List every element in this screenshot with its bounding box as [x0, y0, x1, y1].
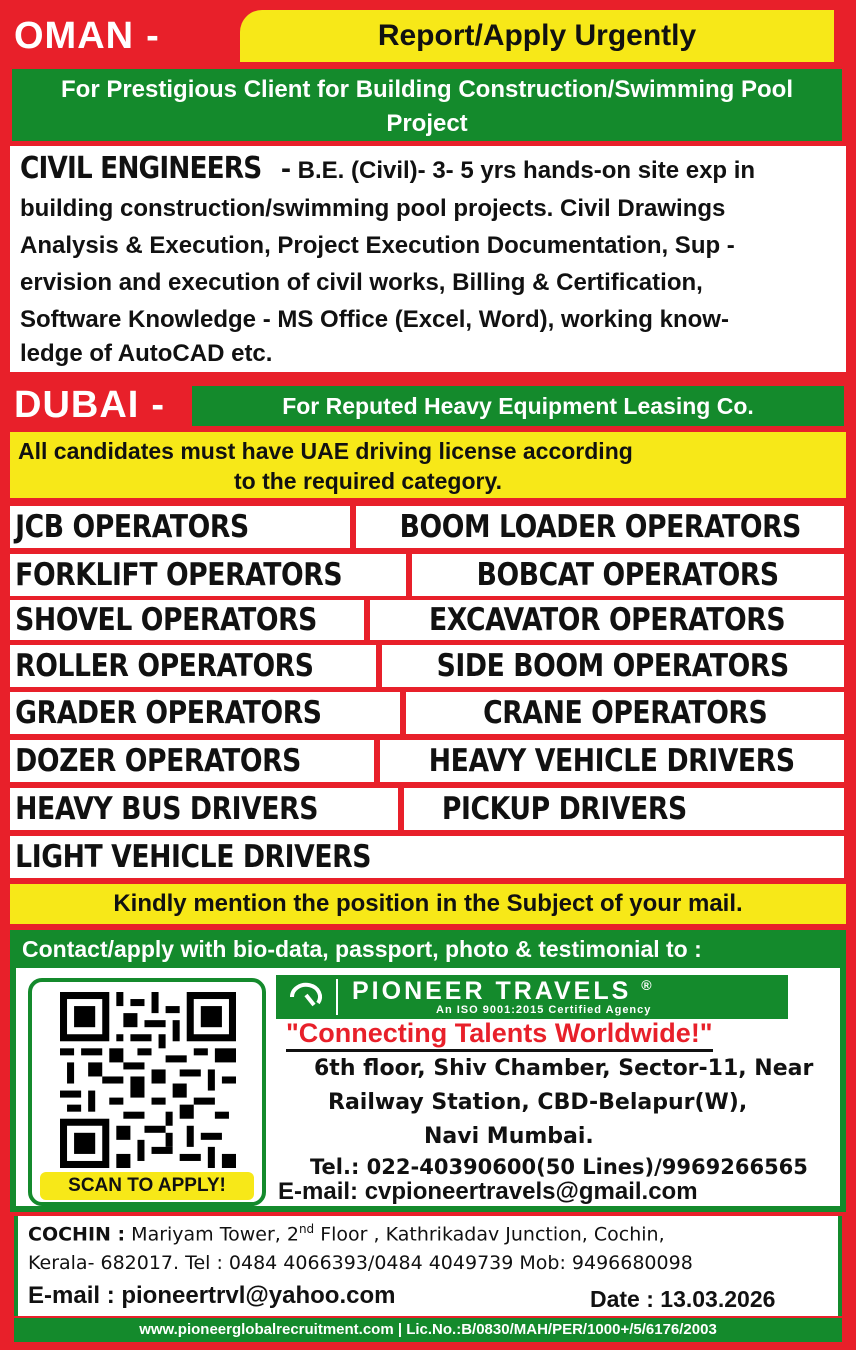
oman-client: For Prestigious Client for Building Construction/Swimming Pool Project — [12, 69, 842, 141]
civil-line: ledge of AutoCAD etc. — [20, 339, 273, 367]
pioneer-logo-icon — [288, 981, 328, 1013]
dubai-country: DUBAI — [14, 383, 140, 426]
job-item: HEAVY BUS DRIVERS — [10, 788, 398, 830]
job-item: HEAVY VEHICLE DRIVERS — [380, 740, 844, 782]
company-logo — [276, 975, 788, 1019]
job-item: ROLLER OPERATORS — [10, 645, 376, 687]
cochin-email[interactable]: E-mail : pioneertrvl@yahoo.com — [28, 1282, 396, 1309]
cochin-label: COCHIN : — [28, 1223, 126, 1246]
license-line-1: All candidates must have UAE driving license according — [18, 438, 633, 464]
oman-country: OMAN — [14, 14, 135, 57]
mention-note: Kindly mention the position in the Subject of your mail. — [10, 884, 846, 924]
address-line: 6th floor, Shiv Chamber, Sector-11, Near — [314, 1056, 814, 1081]
contact-section — [10, 930, 846, 1212]
civil-line: B.E. (Civil)- 3- 5 yrs hands-on site exp in — [297, 157, 756, 184]
job-item: DOZER OPERATORS — [10, 740, 374, 782]
address-line: Railway Station, CBD-Belapur(W), — [328, 1090, 748, 1115]
iso-label: An ISO 9001:2015 Certified Agency — [436, 1004, 652, 1016]
email-label: E-mail: — [278, 1178, 359, 1205]
qr-code-icon[interactable] — [60, 992, 236, 1168]
dubai-title — [14, 382, 194, 428]
job-item: LIGHT VEHICLE DRIVERS — [10, 836, 844, 878]
job-item: EXCAVATOR OPERATORS — [370, 600, 844, 640]
website-bar — [14, 1318, 842, 1342]
telephone: Tel.: 022-40390600(50 Lines)/9969266565 — [310, 1155, 808, 1179]
job-item: BOOM LOADER OPERATORS — [356, 506, 844, 548]
civil-line: Software Knowledge - MS Office (Excel, Word), working know- — [20, 305, 729, 333]
job-item: PICKUP DRIVERS — [404, 788, 844, 830]
job-item: SIDE BOOM OPERATORS — [382, 645, 844, 687]
license-note — [10, 432, 846, 498]
dubai-client: For Reputed Heavy Equipment Leasing Co. — [192, 386, 844, 426]
qr-card[interactable] — [28, 978, 266, 1206]
date-label: Date : 13.03.2026 — [590, 1286, 776, 1312]
oman-dash: - — [146, 14, 160, 57]
job-item: JCB OPERATORS — [10, 506, 350, 548]
address-line: Navi Mumbai. — [424, 1124, 594, 1149]
job-item: GRADER OPERATORS — [10, 692, 400, 734]
job-item: SHOVEL OPERATORS — [10, 600, 364, 640]
website-link[interactable]: www.pioneerglobalrecruitment.com | Lic.No.:B/0830/MAH/PER/1000+/5/6176/2003 — [139, 1321, 717, 1338]
civil-engineers-section — [10, 146, 846, 372]
scan-to-apply-label: SCAN TO APPLY! — [40, 1172, 254, 1200]
civil-line: ervision and execution of civil works, Billing & Certification, — [20, 268, 703, 296]
company-name: PIONEER TRAVELS ® — [352, 977, 655, 1005]
registered-mark: ® — [641, 977, 655, 993]
tagline: "Connecting Talents Worldwide!" — [286, 1018, 713, 1052]
job-item: BOBCAT OPERATORS — [412, 554, 844, 596]
civil-line: Analysis & Execution, Project Execution Documentation, Sup - — [20, 231, 735, 259]
cochin-phone: Kerala- 682017. Tel : 0484 4066393/0484 4049739 Mob: 9496680098 — [28, 1252, 693, 1274]
contact-email[interactable] — [278, 1178, 698, 1206]
civil-line: building construction/swimming pool projects. Civil Drawings — [20, 194, 726, 222]
email-link[interactable]: cvpioneertravels@gmail.com — [364, 1178, 698, 1205]
license-line-2: to the required category. — [234, 468, 502, 494]
oman-title — [14, 10, 239, 62]
cochin-section — [14, 1216, 842, 1316]
cochin-address: COCHIN : Mariyam Tower, 2nd Floor , Kathrikadav Junction, Cochin, — [28, 1222, 665, 1246]
dubai-dash: - — [151, 383, 165, 426]
contact-heading: Contact/apply with bio-data, passport, photo & testimonial to : — [22, 936, 702, 962]
civil-title: CIVIL ENGINEERS — [20, 151, 262, 186]
urgent-banner: Report/Apply Urgently — [240, 10, 834, 62]
job-item: FORKLIFT OPERATORS — [10, 554, 406, 596]
job-item: CRANE OPERATORS — [406, 692, 844, 734]
civil-dash: - — [280, 152, 291, 185]
